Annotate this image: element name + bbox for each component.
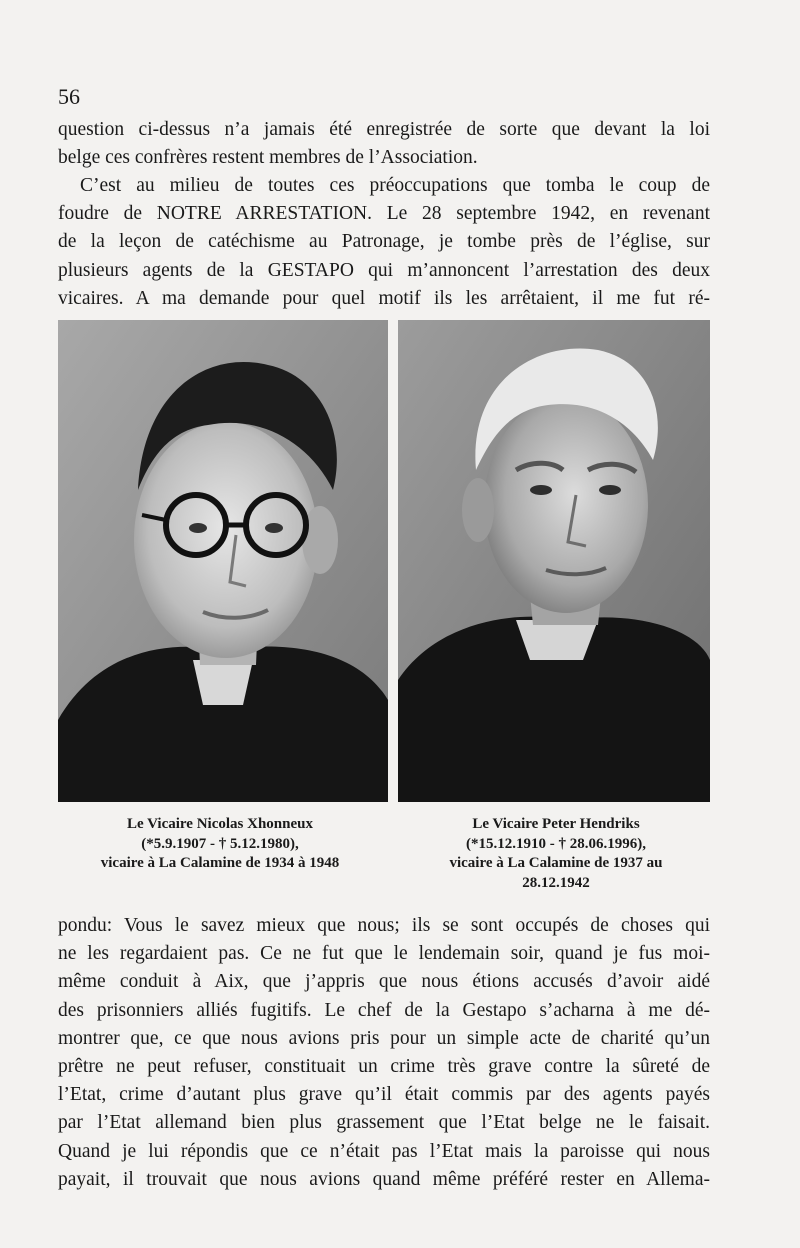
- caption-line: 28.12.1942: [522, 874, 590, 891]
- caption-left: [70, 815, 370, 874]
- caption-line: (*15.12.1910 - † 28.06.1996),: [466, 835, 646, 852]
- paragraph-3: [58, 912, 710, 1194]
- caption-line: vicaire à La Calamine de 1934 à 1948: [100, 855, 340, 871]
- text-line: des prisonniers alliés fugitifs. Le chef de la Gestapo s’acharna à me dé-: [58, 999, 710, 1021]
- portrait-photo-right: [398, 320, 710, 802]
- caption-line: vicaire à La Calamine de 1937 au: [449, 855, 663, 871]
- text-line: belge ces confrères restent membres de l’Association.: [58, 147, 478, 169]
- text-line: l’Etat, crime d’autant plus grave qu’il était commis par des agents payés: [58, 1084, 710, 1106]
- text-line: de la leçon de catéchisme au Patronage, je tombe près de l’église, sur: [58, 231, 710, 253]
- page-number: 56: [58, 84, 80, 109]
- caption-right: [400, 815, 712, 893]
- text-line: prêtre ne peut refuser, constituait un crime très grave contre la sûreté de: [58, 1055, 710, 1077]
- caption-line: Le Vicaire Peter Hendriks: [472, 816, 640, 832]
- text-line: Quand je lui répondis que ce n’était pas l’Etat mais la paroisse qui nous: [58, 1140, 710, 1162]
- paragraph-1: [58, 116, 710, 172]
- text-line: même conduit à Aix, que j’appris que nous étions accusés d’avoir aidé: [58, 971, 710, 993]
- paragraph-2: [58, 172, 710, 313]
- text-line: question ci-dessus n’a jamais été enregistrée de sorte que devant la loi: [58, 119, 710, 140]
- text-line: payait, il trouvait que nous avions quand même préféré rester en Allema-: [58, 1168, 710, 1190]
- portrait-photo-left: [58, 320, 388, 802]
- portrait-left-image: [58, 320, 388, 802]
- caption-line: (*5.9.1907 - † 5.12.1980),: [141, 835, 299, 852]
- caption-line: Le Vicaire Nicolas Xhonneux: [127, 816, 313, 832]
- text-line: C’est au milieu de toutes ces préoccupations que tomba le coup de: [80, 175, 710, 196]
- text-line: ne les regardaient pas. Ce ne fut que le lendemain soir, quand je fus moi-: [58, 943, 710, 965]
- text-line: par l’Etat allemand bien plus grassement que l’Etat belge ne le faisait.: [58, 1112, 710, 1134]
- text-line: vicaires. A ma demande pour quel motif ils les arrêtaient, il me fut ré-: [58, 287, 710, 309]
- text-line: plusieurs agents de la GESTAPO qui m’annoncent l’arrestation des deux: [58, 259, 710, 281]
- portrait-right-image: [398, 320, 710, 802]
- text-line: foudre de NOTRE ARRESTATION. Le 28 septembre 1942, en revenant: [58, 203, 710, 225]
- text-line: pondu: Vous le savez mieux que nous; ils se sont occupés de choses qui: [58, 915, 710, 936]
- text-line: montrer que, ce que nous avions pris pour un simple acte de charité qu’un: [58, 1027, 710, 1049]
